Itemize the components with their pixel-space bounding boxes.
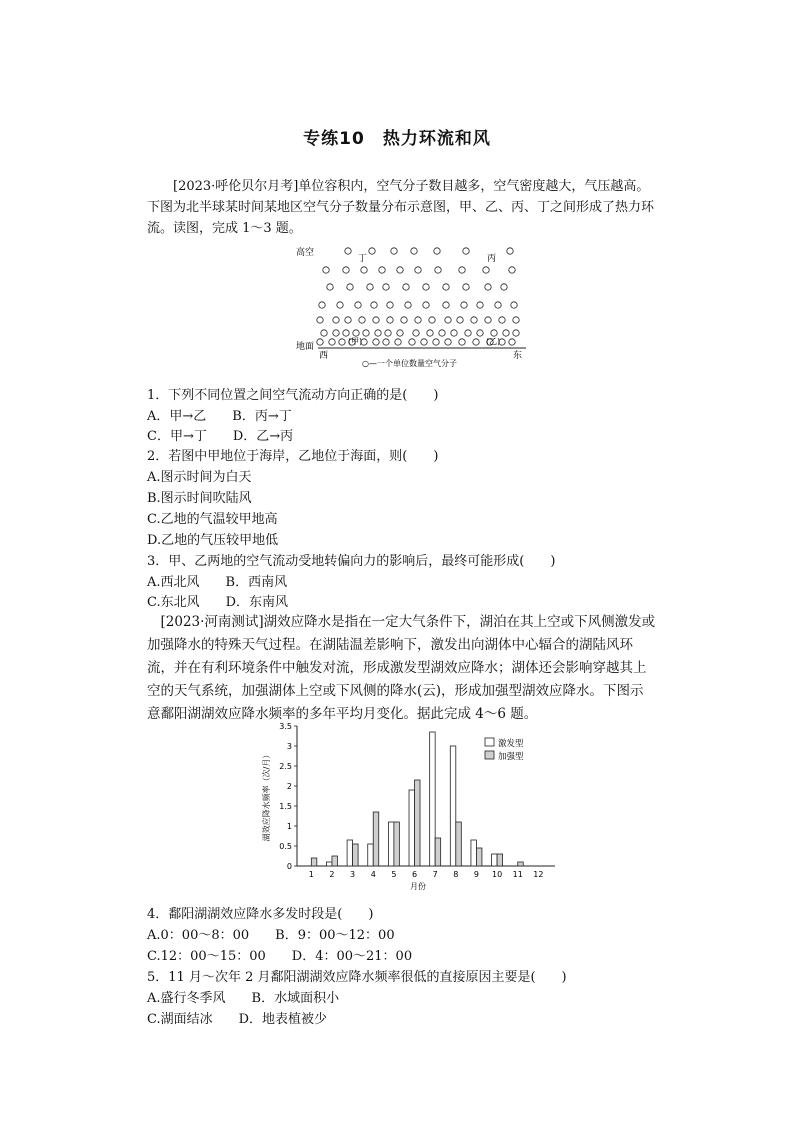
bar-jifa-2	[326, 862, 332, 866]
air-molecule-3	[411, 248, 417, 254]
q1-stem: 1．下列不同位置之间空气流动方向正确的是( )	[147, 388, 439, 403]
air-molecule-9	[361, 267, 367, 273]
air-molecule-27	[319, 302, 325, 308]
bar-jifa-5	[388, 822, 394, 866]
air-molecule-11	[397, 267, 403, 273]
x-tick-label-3: 4	[370, 870, 376, 879]
q5-options-cd: C.湖面结冰 D．地表植被少	[147, 1012, 328, 1027]
air-molecule-17	[327, 284, 333, 290]
air-molecule-23	[443, 284, 449, 290]
air-molecule-25	[485, 284, 491, 290]
bar-jiaqiang-7	[435, 838, 441, 866]
label-east: 东	[513, 351, 523, 361]
air-molecule-64	[439, 330, 445, 336]
air-molecule-48	[445, 317, 451, 323]
air-molecule-47	[429, 317, 435, 323]
y-tick-label-2: 1	[286, 822, 292, 831]
bar-jiaqiang-3	[353, 844, 359, 866]
x-tick-label-6: 7	[432, 870, 438, 879]
air-molecule-30	[371, 302, 377, 308]
air-molecule-72	[329, 339, 335, 345]
air-molecule-79	[409, 339, 415, 345]
y-tick-label-5: 2.5	[279, 762, 292, 771]
bar-jifa-3	[347, 840, 353, 866]
lake-effect-bar-chart	[255, 716, 565, 896]
x-tick-label-11: 12	[533, 870, 544, 879]
air-molecule-76	[373, 339, 379, 345]
legend-swatch-1	[485, 751, 494, 759]
legend-molecule: ○—一个单位数量空气分子	[362, 359, 457, 368]
air-molecule-14	[459, 267, 465, 273]
air-molecule-83	[459, 339, 465, 345]
air-molecule-87	[509, 339, 515, 345]
y-tick-label-0: 0	[286, 862, 292, 871]
q2-option-a: A.图示时间为白天	[147, 470, 252, 485]
q4-stem: 4．鄱阳湖湖效应降水多发时段是( )	[147, 907, 374, 922]
label-bing: 丙	[487, 254, 497, 264]
air-molecule-15	[483, 267, 489, 273]
legend-label-1: 加强型	[498, 752, 524, 762]
air-molecule-56	[343, 330, 349, 336]
bar-jifa-9	[471, 840, 477, 866]
y-tick-label-7: 3.5	[279, 722, 292, 731]
bar-jiaqiang-5	[394, 822, 400, 866]
air-molecule-60	[385, 330, 391, 336]
air-molecule-71	[317, 339, 323, 345]
air-molecule-19	[367, 284, 373, 290]
air-molecule-26	[501, 284, 507, 290]
air-molecule-37	[495, 302, 501, 308]
q3-options-cd: C.东北风 D．东南风	[147, 595, 289, 610]
air-molecule-5	[463, 248, 469, 254]
air-molecule-44	[387, 317, 393, 323]
x-tick-label-7: 8	[453, 870, 459, 879]
air-molecule-16	[509, 267, 515, 273]
x-tick-label-10: 11	[512, 870, 523, 879]
q5-options-ab: A.盛行冬季风 B．水域面积小	[147, 991, 340, 1006]
air-molecule-8	[343, 267, 349, 273]
bar-jiaqiang-11	[518, 862, 524, 866]
air-molecule-77	[383, 339, 389, 345]
air-molecule-38	[511, 302, 517, 308]
q3-options-ab: A.西北风 B．西南风	[147, 575, 288, 590]
air-molecule-58	[363, 330, 369, 336]
page-title: 专练10 热力环流和风	[303, 129, 491, 149]
bar-jifa-4	[368, 844, 374, 866]
air-molecule-31	[387, 302, 393, 308]
label-ding: 丁	[358, 254, 368, 264]
air-molecule-35	[461, 302, 467, 308]
air-molecule-46	[415, 317, 421, 323]
air-molecule-49	[457, 317, 463, 323]
air-molecule-51	[485, 317, 491, 323]
air-molecule-45	[401, 317, 407, 323]
air-molecule-21	[403, 284, 409, 290]
bar-jifa-7	[430, 732, 436, 866]
legend-label-0: 激发型	[498, 739, 524, 749]
label-ground: 地面	[296, 342, 315, 352]
q2-option-d: D.乙地的气压较甲地低	[147, 533, 279, 548]
air-molecule-57	[353, 330, 359, 336]
air-molecule-7	[323, 267, 329, 273]
air-molecule-34	[443, 302, 449, 308]
air-molecule-69	[503, 330, 509, 336]
q4-options-cd: C.12：00～15：00 D．4：00～21：00	[147, 949, 413, 964]
air-molecule-68	[491, 330, 497, 336]
bar-jifa-8	[450, 746, 456, 866]
air-molecule-78	[395, 339, 401, 345]
air-molecule-28	[337, 302, 343, 308]
air-molecule-32	[405, 302, 411, 308]
air-molecule-53	[513, 317, 519, 323]
bar-jiaqiang-2	[332, 856, 338, 866]
x-axis-label: 月份	[410, 882, 426, 891]
label-high-altitude: 高空	[296, 248, 315, 258]
q2-option-b: B.图示时间吹陆风	[147, 491, 252, 506]
air-molecule-54	[321, 330, 327, 336]
passage-1: [2023·呼伦贝尔月考]单位容积内，空气分子数目越多，空气密度越大，气压越高。下图为北半球某时间某地区空气分子数量分布示意图，甲、乙、丙、丁之间形成了热力环流。读图，完成 1～3 题。	[147, 179, 655, 236]
air-molecule-62	[413, 330, 419, 336]
air-molecule-40	[333, 317, 339, 323]
x-tick-label-8: 9	[473, 870, 479, 879]
bar-jiaqiang-9	[476, 848, 482, 866]
air-molecule-50	[471, 317, 477, 323]
air-molecule-73	[339, 339, 345, 345]
air-molecule-6	[507, 248, 513, 254]
bar-jifa-10	[492, 854, 498, 866]
air-molecule-29	[355, 302, 361, 308]
bar-jiaqiang-1	[311, 858, 317, 866]
bar-jifa-6	[409, 790, 415, 866]
air-molecule-13	[435, 267, 441, 273]
label-yi: (乙)	[486, 337, 501, 346]
air-molecule-0	[345, 248, 351, 254]
x-tick-label-5: 6	[411, 870, 418, 879]
passage-2: [2023·河南测试]湖效应降水是指在一定大气条件下，湖泊在其上空或下风侧激发或加强降水的特殊天气过程。在湖陆温差影响下，激发出向湖体中心辐合的湖陆风环流，并在有利环境条件中触发对流，形成激发型湖效应降水；湖体还会影响穿越其上空的天气系统，加强湖体上空或下风侧的降水(云)，形成加强型湖效应降水。下图示意鄱阳湖湖效应降水频率的多年平均月变化。据此完成 4～6 题。	[147, 614, 656, 722]
air-molecule-80	[421, 339, 427, 345]
air-molecule-42	[359, 317, 365, 323]
air-molecule-20	[383, 284, 389, 290]
air-molecule-67	[477, 330, 483, 336]
air-molecule-82	[445, 339, 451, 345]
q2-stem: 2．若图中甲地位于海岸，乙地位于海面，则( )	[147, 449, 439, 464]
x-tick-label-1: 2	[329, 870, 335, 879]
air-molecule-41	[345, 317, 351, 323]
air-molecule-63	[427, 330, 433, 336]
q1-options-cd: C．甲→丁 D．乙→丙	[147, 429, 294, 444]
y-tick-label-4: 2	[286, 782, 292, 791]
air-molecule-18	[347, 284, 353, 290]
air-molecule-24	[463, 284, 469, 290]
q3-stem: 3．甲、乙两地的空气流动受地转偏向力的影响后，最终可能形成( )	[147, 554, 556, 569]
air-molecule-10	[379, 267, 385, 273]
air-molecule-61	[397, 330, 403, 336]
bar-jiaqiang-8	[456, 822, 462, 866]
air-molecule-43	[373, 317, 379, 323]
x-tick-label-9: 10	[491, 870, 503, 879]
legend-swatch-0	[485, 738, 494, 746]
q4-options-ab: A.0：00～8：00 B．9：00～12：00	[147, 928, 395, 943]
air-molecule-81	[433, 339, 439, 345]
y-tick-label-3: 1.5	[279, 802, 292, 811]
bar-jiaqiang-10	[497, 854, 503, 866]
x-tick-label-2: 3	[350, 870, 356, 879]
x-tick-label-4: 5	[391, 870, 397, 879]
air-molecule-65	[451, 330, 457, 336]
bar-jiaqiang-4	[373, 812, 379, 866]
air-molecule-66	[465, 330, 471, 336]
air-molecule-52	[499, 317, 505, 323]
air-molecule-55	[333, 330, 339, 336]
air-molecule-59	[375, 330, 381, 336]
air-molecule-diagram	[290, 238, 530, 368]
label-jia: (甲)	[348, 337, 363, 346]
air-molecule-2	[391, 248, 397, 254]
q2-option-c: C.乙地的气温较甲地高	[147, 512, 278, 527]
y-axis-label: 湖效应降水频率（次/月）	[262, 750, 271, 842]
air-molecule-1	[369, 248, 375, 254]
air-molecule-39	[317, 317, 323, 323]
label-west: 西	[319, 351, 329, 361]
air-molecule-22	[423, 284, 429, 290]
air-molecule-12	[415, 267, 421, 273]
y-tick-label-1: 0.5	[279, 842, 292, 851]
air-molecule-84	[473, 339, 479, 345]
q5-stem: 5．11 月～次年 2 月鄱阳湖湖效应降水频率很低的直接原因主要是( )	[147, 970, 567, 985]
x-tick-label-0: 1	[308, 870, 314, 879]
air-molecule-4	[434, 248, 440, 254]
air-molecule-70	[513, 330, 519, 336]
q1-options-ab: A．甲→乙 B．丙→丁	[147, 409, 292, 424]
air-molecule-33	[423, 302, 429, 308]
bar-jiaqiang-6	[415, 780, 421, 866]
air-molecule-36	[477, 302, 483, 308]
y-tick-label-6: 3	[286, 742, 292, 751]
chart-legend	[485, 738, 524, 762]
